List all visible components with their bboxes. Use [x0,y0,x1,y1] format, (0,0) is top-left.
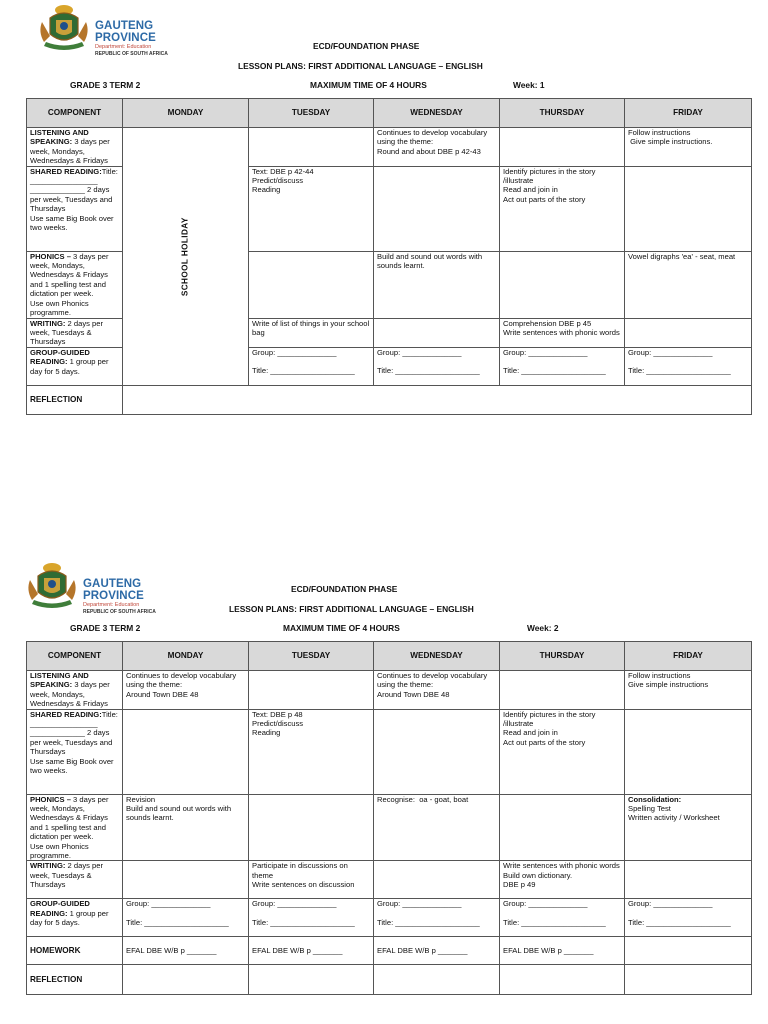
cell-line: Title: ____________________ [628,917,731,927]
country-name: REPUBLIC OF SOUTH AFRICA [95,51,168,57]
friday-cell [625,166,752,251]
cell-spacer [628,357,748,366]
cell-line: Title: ____________________ [252,366,355,376]
component-detail: Title: ________________ [30,709,118,729]
tuesday-cell [249,899,374,937]
col-header-component: COMPONENT [27,99,123,128]
wednesday-cell [374,709,500,794]
cell-line: Vowel digraphs 'ea' - seat, meat [628,251,736,261]
wednesday-cell [374,861,500,899]
cell-line: Write of list of things in your school bag [252,318,372,338]
province-wordmark [95,20,196,57]
cell-line: Recognise: oa - goat, boat [377,794,469,804]
component-detail: 1 group per day for 5 days. [30,908,109,928]
lesson-plan-week-2 [0,556,768,1016]
cell-line: Write sentences with phonic words [503,328,620,338]
department-name: Department: Education [83,602,140,608]
component-title: GROUP-GUIDED READING: [30,899,90,918]
reflection-label: REFLECTION [27,965,123,995]
wednesday-cell [374,166,500,251]
cell-line: Act out parts of the story [503,737,586,747]
cell-line: Build and sound out words with sounds learnt. [126,804,234,823]
component-detail: 3 days per week, Mondays, Wednesdays & Fridays and 1 spelling test and dictation per week. [30,794,109,842]
component-cell [27,794,123,861]
friday-cell [625,251,752,318]
cell-spacer [252,357,370,366]
cell-line: _____________ 2 days per week, Tuesdays and Thursdays [30,185,115,214]
cell-line: Title: ____________________ [503,366,606,376]
col-header-tuesday: TUESDAY [249,642,374,671]
cell-line: Group: ______________ [377,347,462,357]
component-detail: 2 days per week, Tuesdays & Thursdays [30,861,104,890]
header-row [27,642,752,671]
friday-cell [625,128,752,167]
component-detail: Title: ________________ [30,166,118,186]
cell-line: Written activity / Worksheet [628,813,720,823]
cell-line: Group: ______________ [628,347,713,357]
tuesday-cell [249,347,374,385]
cell-line: Title: ____________________ [126,917,229,927]
cell-spacer [377,357,496,366]
cell-spacer [377,909,496,918]
thursday-cell [500,794,625,861]
cell-line: Title: ____________________ [252,917,355,927]
reflection-row [27,385,752,414]
reflection-cell[interactable] [123,385,752,414]
cell-line: Participate in discussions on theme [252,861,350,880]
homework-thursday: EFAL DBE W/B p _______ [500,937,625,965]
monday-cell [123,861,249,899]
reflection-row [27,965,752,995]
component-title: WRITING: [30,861,66,871]
cell-line: Group: ______________ [503,347,588,357]
homework-monday: EFAL DBE W/B p _______ [123,937,249,965]
tuesday-cell [249,128,374,167]
grade-term: GRADE 3 TERM 2 [70,80,141,90]
cell-spacer [503,357,621,366]
component-detail: 2 days per week, Tuesdays & Thursdays [30,318,104,347]
wednesday-cell [374,899,500,937]
gauteng-logo [24,560,184,615]
tuesday-cell [249,671,374,710]
wednesday-cell [374,251,500,318]
component-cell [27,251,123,318]
table-row [27,128,752,167]
tuesday-cell [249,709,374,794]
component-detail: 3 days per week, Mondays, Wednesdays & Fridays [30,137,110,166]
component-cell [27,347,123,385]
cell-line: DBE p 49 [503,880,536,890]
homework-row [27,937,752,965]
cell-line: Reading [252,185,281,195]
cell-line: Continues to develop vocabulary using the theme: [377,128,490,147]
lesson-plan-week-1 [0,0,768,430]
cell-line: Act out parts of the story [503,194,586,204]
homework-friday [625,937,752,965]
tuesday-cell [249,318,374,347]
component-detail: 3 days per week, Mondays, Wednesdays & Fridays and 1 spelling test and dictation per week. [30,251,109,299]
cell-spacer [252,909,370,918]
cell-line: Predict/discuss [252,719,304,729]
cell-line: Title: ____________________ [503,917,606,927]
cell-line: Group: ______________ [252,899,337,909]
phase-heading: ECD/FOUNDATION PHASE [291,584,398,594]
cell-line: Give simple instructions [628,680,709,690]
component-cell [27,671,123,710]
thursday-cell [500,128,625,167]
homework-label: HOMEWORK [27,937,123,965]
cell-line: Follow instructions [628,671,691,680]
lesson-plan-table [26,641,752,995]
component-cell [27,899,123,937]
monday-cell [123,899,249,937]
component-cell [27,709,123,794]
component-cell [27,166,123,251]
cell-line: Follow instructions [628,128,691,137]
thursday-cell [500,251,625,318]
component-detail: 3 days per week, Mondays, Wednesdays & Fridays [30,680,110,709]
max-time: MAXIMUM TIME OF 4 HOURS [310,80,427,90]
friday-cell [625,671,752,710]
cell-spacer [126,909,245,918]
school-holiday-label: SCHOOL HOLIDAY [180,217,190,296]
reflection-cell[interactable] [625,965,752,995]
wednesday-cell [374,671,500,710]
table-row [27,794,752,861]
cell-line: Comprehension DBE p 45 [503,318,592,328]
component-title: GROUP-GUIDED READING: [30,347,90,367]
cell-line: Predict/discuss [252,176,304,186]
cell-line: Use same Big Book over two weeks. [30,213,116,233]
col-header-tuesday: TUESDAY [249,99,374,128]
cell-line: Read and join in [503,728,558,738]
cell-line: Group: ______________ [503,899,588,909]
reflection-cell[interactable] [123,965,249,995]
table-row [27,709,752,794]
cell-line: Title: ____________________ [377,366,480,376]
cell-line: Around Town DBE 48 [126,689,199,699]
phase-heading: ECD/FOUNDATION PHASE [313,41,420,51]
tuesday-cell [249,251,374,318]
component-title: SHARED READING: [30,709,102,719]
table-row [27,671,752,710]
component-title: LISTENING AND SPEAKING: [30,128,89,147]
friday-cell [625,899,752,937]
country-name: REPUBLIC OF SOUTH AFRICA [83,609,156,615]
friday-cell [625,794,752,861]
friday-cell [625,861,752,899]
thursday-cell [500,347,625,385]
cell-line: Revision [126,794,156,804]
lesson-plan-title: LESSON PLANS: FIRST ADDITIONAL LANGUAGE – ENGLISH [238,61,483,71]
monday-cell [123,709,249,794]
cell-line: Text: DBE p 48 [252,709,303,719]
lesson-plan-table [26,98,752,415]
cell-line: Use same Big Book over two weeks. [30,756,116,776]
friday-cell [625,318,752,347]
cell-line: Give simple instructions. [628,137,713,147]
cell-line: Group: ______________ [252,347,337,357]
max-time: MAXIMUM TIME OF 4 HOURS [283,623,400,633]
cell-spacer [503,909,621,918]
cell-line: Title: ____________________ [628,366,731,376]
lesson-plan-title: LESSON PLANS: FIRST ADDITIONAL LANGUAGE – ENGLISH [229,604,474,614]
cell-line: Read and join in [503,185,558,195]
cell-line: Group: ______________ [628,899,713,909]
col-header-monday: MONDAY [123,99,249,128]
friday-cell [625,347,752,385]
cell-line: Identify pictures in the story /illustrate [503,709,598,729]
component-title: SHARED READING: [30,166,102,176]
tuesday-cell [249,794,374,861]
wednesday-cell [374,347,500,385]
component-cell [27,128,123,167]
component-title: LISTENING AND SPEAKING: [30,671,89,690]
tuesday-cell [249,166,374,251]
reflection-cell[interactable] [374,965,500,995]
thursday-cell [500,671,625,710]
monday-cell [123,671,249,710]
cell-line: Title: ____________________ [377,917,480,927]
wednesday-cell [374,128,500,167]
week-label: Week: 2 [527,623,559,633]
cell-line: Use own Phonics programme. [30,841,91,861]
cell-line: Build own dictionary. [503,870,573,880]
col-header-component: COMPONENT [27,642,123,671]
table-row [27,899,752,937]
province-wordmark [83,578,184,615]
component-cell [27,318,123,347]
reflection-label: REFLECTION [27,385,123,414]
tuesday-cell [249,861,374,899]
col-header-thursday: THURSDAY [500,99,625,128]
gauteng-logo [36,2,196,57]
cell-line: Group: ______________ [377,899,462,909]
reflection-cell[interactable] [249,965,374,995]
component-title: WRITING: [30,318,66,328]
coat-of-arms-icon [24,560,80,612]
thursday-cell [500,709,625,794]
friday-cell [625,709,752,794]
cell-line: _____________ 2 days per week, Tuesdays and Thursdays [30,728,115,757]
component-title: PHONICS – [30,794,71,804]
col-header-wednesday: WEDNESDAY [374,99,500,128]
cell-line: Spelling Test [628,804,671,814]
header-row [27,99,752,128]
cell-line: Round and about DBE p 42-43 [377,146,481,156]
wednesday-cell [374,794,500,861]
cell-line: Use own Phonics programme. [30,298,91,318]
component-detail: 1 group per day for 5 days. [30,357,109,376]
cell-line: Write sentences with phonic words [503,861,620,871]
week-label: Week: 1 [513,80,545,90]
province-name: GAUTENG PROVINCE [83,578,144,602]
monday-cell [123,794,249,861]
cell-line: Consolidation: [628,794,682,804]
cell-line: Build and sound out words with sounds learnt. [377,251,485,271]
thursday-cell [500,318,625,347]
table-row [27,861,752,899]
reflection-cell[interactable] [500,965,625,995]
province-name: GAUTENG PROVINCE [95,20,156,44]
cell-line: Write sentences on discussion [252,880,355,890]
col-header-friday: FRIDAY [625,99,752,128]
cell-line: Identify pictures in the story /illustrate [503,166,598,186]
homework-tuesday: EFAL DBE W/B p _______ [249,937,374,965]
component-cell [27,861,123,899]
homework-wednesday: EFAL DBE W/B p _______ [374,937,500,965]
cell-line: Reading [252,728,281,738]
thursday-cell [500,861,625,899]
cell-line: Around Town DBE 48 [377,689,450,699]
component-title: PHONICS – [30,251,71,261]
wednesday-cell [374,318,500,347]
cell-spacer [628,909,748,918]
col-header-thursday: THURSDAY [500,642,625,671]
thursday-cell [500,166,625,251]
department-name: Department: Education [95,44,152,50]
cell-line: Text: DBE p 42-44 [252,166,314,176]
grade-term: GRADE 3 TERM 2 [70,623,141,633]
cell-line: Group: ______________ [126,899,211,909]
col-header-wednesday: WEDNESDAY [374,642,500,671]
cell-line: Continues to develop vocabulary using the theme: [126,671,239,690]
cell-line: Continues to develop vocabulary using the theme: [377,671,490,690]
thursday-cell [500,899,625,937]
col-header-monday: MONDAY [123,642,249,671]
col-header-friday: FRIDAY [625,642,752,671]
coat-of-arms-icon [36,2,92,54]
school-holiday-cell [123,128,249,386]
